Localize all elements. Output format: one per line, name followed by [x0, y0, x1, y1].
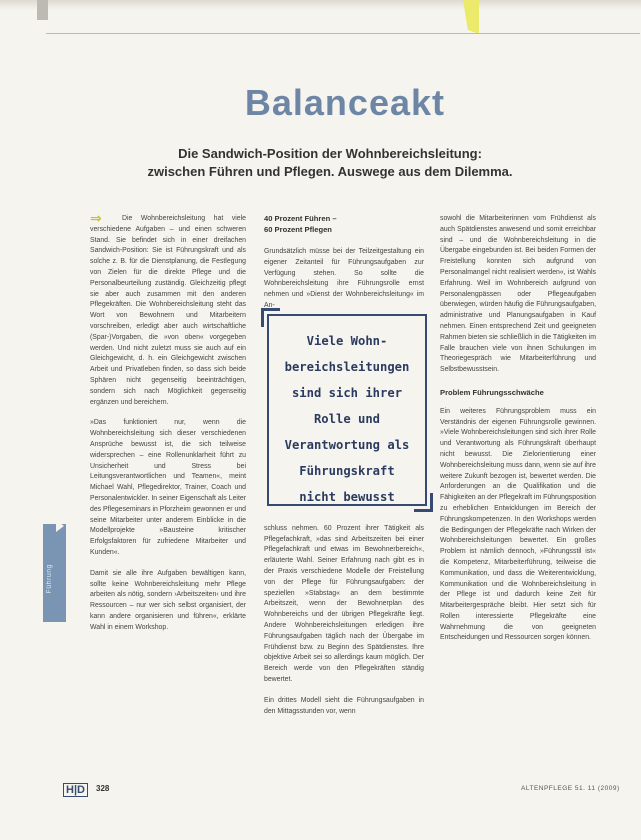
- article-subtitle: [60, 145, 600, 181]
- pull-quote-box: [267, 314, 427, 506]
- pull-quote-line: sind sich ihrer: [291, 386, 403, 400]
- section-side-tab: [43, 524, 66, 622]
- grey-tab-marker: [37, 0, 48, 20]
- section-heading-fuehren-pflegen: [264, 214, 424, 235]
- bracket-corner-top-left: [261, 308, 280, 327]
- text-column-1: [90, 210, 246, 643]
- column-3-paragraph-1: sowohl die Mitarbeiterinnen vom Frühdienst als auch Spätdienstes anwesend und somit erreichbar sind – und die Wohnbereichsleitung in die Übergabe eingebunden ist. Bei beiden Formen der Freistellung konnten sich aufgrund von Personalmangel nicht realisiert werden«, ist Wahls Erfahrung. Weil im Wohnbereich aufgrund von Personalengpässen oder Pflegeaufgaben überwiegen, würden häufig die Führungsaufgaben, administrative und Planungsaufgaben in Kauf nehmen. Einen entsprechend Zeit und geeigneten Rahmen bieten sie schließlich in die Tätigkeiten im Falle brauchen viele von ihnen Schulungen im Theoriegespräch wie Mitarbeiterführung und Selbstbewusstsein.: [440, 215, 596, 374]
- column-2-paragraph-1: Grundsätzlich müsse bei der Teilzeitgestaltung ein eigener Zeitanteil für Führungsaufgaben zur Verfügung stehen. So sollte die Wohnbereichsleitung ihre Führungsrolle ernst nehmen und »Dienst der Wohnbereichsleitung« im An-: [264, 248, 424, 309]
- pull-quote-line: nicht bewusst: [299, 490, 395, 504]
- column-3-paragraph-2: Ein weiteres Führungsproblem muss ein Verständnis der eigenen Führungsrolle gewinnen. »Viele Wohnbereichsleitungen sind sich ihrer Rolle und Verantwortung als Führungskraft überhaupt nicht bewusst. Die Zielorientierung einer Wohnbereichsleitung muss dann, wenn sie auf ihre weitere Zukunft bezogen ist, bewertet werden. Die Anforderungen an die Qualifikation und die Fähigkeiten an der Pflegekraft im Führungsposition zu erheblichen Entwicklungen im Bereich der Führungskompetenzen. In den Workshops werden die Bedingungen der Pflegekräfte nach Wirken der Wohnbereichsleitungen bewertet. Ein großes Problem ist nämlich dennoch, »Führungsstil ist« die Kompetenz, Mitarbeiterführung, teilweise die Kommunikation, und dass die Weiterentwicklung, Kommunikation und die Wohnbereichsleitung in der Pflege ist und dadurch keine Zeit für Mitarbeitergespräche bleibt. Hier setzt sich für Rollen interessierte Pflegekräfte eine Wahrnehmung die von geeigneten Entscheidungen und Ressourcen sorgen können.: [440, 407, 596, 642]
- side-tab-label: Führung: [46, 564, 53, 594]
- pull-quote-text: [269, 328, 425, 510]
- top-rule: [46, 33, 640, 34]
- yellow-bookmark-flag: [463, 0, 479, 34]
- subtitle-line-2: zwischen Führen und Pflegen. Auswege aus dem Dilemma.: [147, 164, 513, 179]
- publisher-logo: H|D: [63, 783, 88, 797]
- column-2-paragraph-2: schluss nehmen. 60 Prozent ihrer Tätigkeit als Pflegefachkraft, »das sind Arbeitszeiten bei einer Pflegefachkraft und etwas im Bewohnerbereich«, erläuterte Wahl. Seiner Erfahrung nach gibt es in der Praxis verschiedene Modelle der Freistellung von der Pflege für Führungsaufgaben: der speziellen »Stabstag« an dem bestimmte Arbeitszeit, wenn der Bewohnerplan des Wohnbereichs und der übrigen Pflegekräfte liegt. Andere Wohnbereichsleitungen erledigen ihre Führungsaufgaben täglich nach der Übergabe im Frühdienst bzw. zu Beginn des Spätdienstes. Ihre objektive Arbeit sei so allerdings kaum möglich. Der Bereich werde von den Pflegekräften ständig bewertet.: [264, 524, 424, 683]
- journal-reference: ALTENPFLEGE 51. 11 (2009): [521, 785, 620, 792]
- pull-quote-line: Führungskraft: [299, 464, 395, 478]
- pull-quote-line: Rolle und: [313, 412, 381, 426]
- page-edge-shadow: [0, 0, 641, 10]
- section-heading-fuehrungsschwaeche: Problem Führungsschwäche: [440, 387, 544, 397]
- pull-quote-line: Viele Wohn-: [306, 334, 388, 348]
- column-2-paragraph-3: Ein drittes Modell sieht die Führungsaufgaben in den Mittagsstunden vor, wenn: [264, 696, 424, 715]
- subtitle-line-1: Die Sandwich-Position der Wohnbereichsleitung:: [178, 146, 482, 161]
- pull-quote-line: Verantwortung als: [284, 438, 410, 452]
- pull-quote-line: bereichsleitungen: [284, 360, 410, 374]
- column-1-paragraph-1: Die Wohnbereichsleitung hat viele verschiedene Aufgaben – und einen schweren Stand. Sie befindet sich in einer dreifachen Sandwich-Position: Sie ist Führungskraft und als solche z. B. für die Dienstplanung, die Festlegung von Zielen für die direkte Pflege und die Personalbeurteilung zuständig. Gleichzeitig pflegt sie aber auch zusammen mit den anderen Pflegekräften. Die Wohnbereichsleitung steht das Wort von Bewohnern und Mitarbeitern vorschreiben, erledigt aber auch wirtschaftliche (Spar-)Vorgaben, die »von oben« vorgegeben werden. Und nicht zuletzt muss sie auch auf ein Gleichgewicht, d. h. ein Gleichgewicht zwischen Arbeit und Privatleben finden, so dass sich beide Sphären nicht gegenseitig beeinträchtigen, sondern sich nach Möglichkeit gegenseitig ergänzen und bereichern.: [90, 215, 246, 406]
- chevron-right-icon: [56, 520, 64, 532]
- article-title: Balanceakt: [244, 82, 445, 123]
- arrow-right-icon: ⇒: [90, 210, 102, 226]
- page-number: 328: [96, 784, 110, 793]
- section-heading-line-2: 60 Prozent Pflegen: [264, 224, 332, 234]
- section-heading-line-1: 40 Prozent Führen –: [264, 214, 337, 223]
- column-1-paragraph-3: Damit sie alle ihre Aufgaben bewältigen kann, sollte keine Wohnbereichsleitung mehr Pflege arbeiten als nötig, sondern ›Arbeitszeiten‹ und ihre Ressourcen – nur wer sich selbst organisiert, der kann andere organisieren und führen«, erklärte Wahl in einem Workshop.: [90, 569, 246, 631]
- column-1-paragraph-2: »Das funktioniert nur, wenn die Wohnbereichsleitung sich dieser verschiedenen Ansprüche bewusst ist, die sich teilweise widersprechen – eine Rollenunklarheit führt zu Unsicherheit und Stress bei Leitungsverantwortlichen und Teamen«, meint Michael Wahl, Pflegedirektor, Trainer, Coach und Personalentwickler. In seiner Eigenschaft als Leiter des Pflegeseminars in Pforzheim gewonnen er und seine Mitarbeiter unter anderem Einblicke in die Modellprojekte »Bausteine kritischer Erfolgsfaktoren für zufriedene Mitarbeiter und Kunden«.: [90, 419, 246, 556]
- text-column-3: [440, 214, 596, 654]
